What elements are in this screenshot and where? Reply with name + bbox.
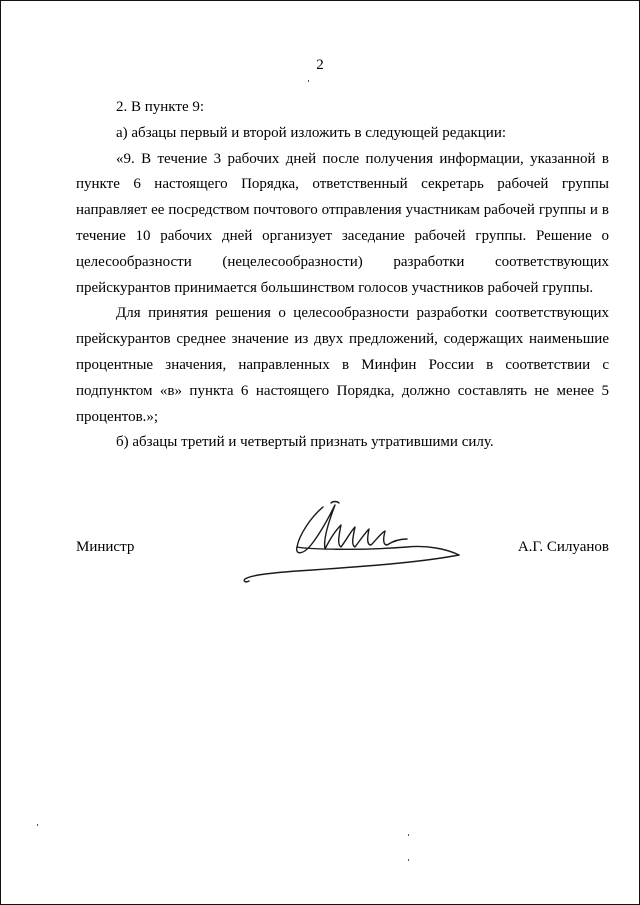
paragraph-subitem-a: а) абзацы первый и второй изложить в следующей редакции: — [116, 124, 507, 141]
signer-name: А.Г. Силуанов — [517, 539, 609, 555]
handwritten-signature — [237, 495, 467, 595]
document-body — [76, 95, 609, 456]
scan-speck — [408, 859, 409, 861]
page-number: 2 — [316, 57, 324, 73]
paragraph-decision-condition: Для принятия решения о целесообразности разработки соответствующих прейскурантов среднее значение из двух предложений, содержащих наименьшие процентные значения, направленных в Минфин России в соответствии с подпунктом «в» пункта 6 настоящего Порядка, должно составлять не менее 5 процентов.»; — [76, 305, 609, 425]
signer-title: Министр — [76, 539, 135, 555]
scan-speck — [308, 80, 309, 82]
paragraph-item-2: 2. В пункте 9: — [116, 99, 205, 115]
paragraph-point-9: «9. В течение 3 рабочих дней после получения информации, указанной в пункте 6 настоящего Порядка, ответственный секретарь рабочей группы направляет ее посредством почтового отправления участникам рабочей группы и в течение 10 рабочих дней организует заседание рабочей группы. Решение о целесообразности (нецелесообразности) разработки соответствующих прейскурантов принимается большинством голосов участников рабочей группы. — [76, 150, 609, 296]
paragraph-subitem-b: б) абзацы третий и четвертый признать утратившими силу. — [116, 434, 494, 451]
scan-speck — [408, 834, 409, 836]
scan-speck — [37, 824, 38, 826]
